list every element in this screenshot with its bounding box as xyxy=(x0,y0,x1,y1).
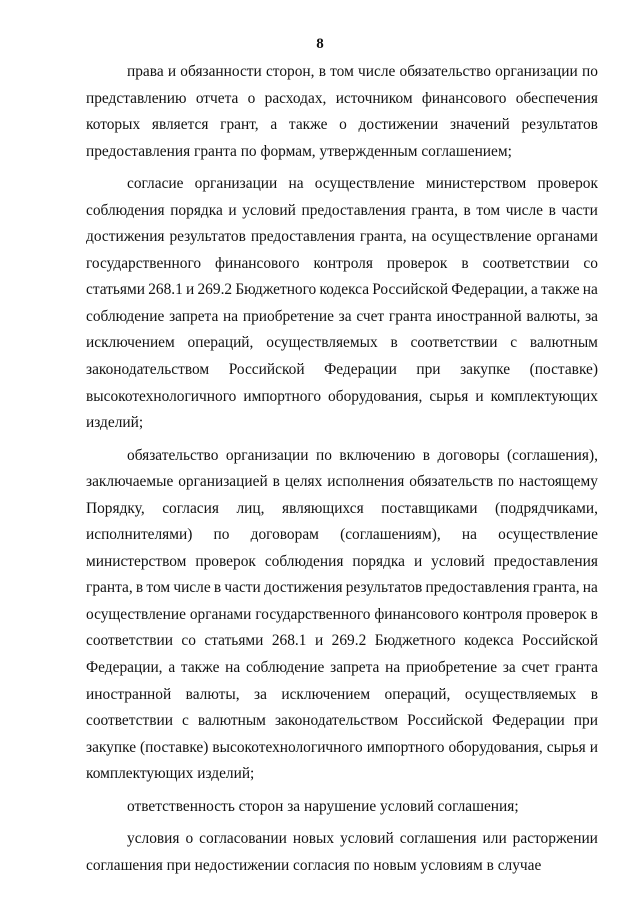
word: на xyxy=(225,659,241,677)
word: с xyxy=(510,334,518,352)
word: организации xyxy=(495,63,578,80)
word: Федерации, xyxy=(451,281,528,299)
word: (подрядчиками, xyxy=(495,499,598,517)
word: в xyxy=(548,201,556,219)
text-line xyxy=(86,443,598,470)
word: за xyxy=(585,307,598,325)
word: числе xyxy=(173,579,211,597)
paragraph xyxy=(86,171,598,436)
word: импортного xyxy=(366,738,445,756)
word: приобретение xyxy=(242,307,334,325)
text-line xyxy=(86,469,598,496)
word: в xyxy=(390,334,398,352)
word: обязательств xyxy=(409,473,494,491)
word: на xyxy=(411,228,427,246)
word: соответствии xyxy=(410,334,498,352)
word: финансового xyxy=(421,89,507,107)
word: настоящему xyxy=(518,473,598,491)
word: соответствии xyxy=(482,254,570,272)
word: согласовании xyxy=(199,830,287,848)
paragraph xyxy=(86,826,598,879)
word: 268.1 xyxy=(148,281,183,299)
word: проверок xyxy=(386,254,448,272)
word: условий xyxy=(431,552,485,570)
word: за xyxy=(502,659,516,677)
word: результатов xyxy=(521,116,598,134)
word: и xyxy=(413,552,423,570)
text-line xyxy=(86,384,598,411)
text-line xyxy=(86,549,598,576)
word: условий xyxy=(242,201,296,219)
word: гранта, xyxy=(532,579,580,597)
word: сырья xyxy=(429,387,469,405)
word: Российской xyxy=(407,712,484,730)
word: осуществление xyxy=(314,175,415,193)
text-line xyxy=(86,330,598,357)
word: иностранной xyxy=(436,307,522,325)
word: со xyxy=(583,254,598,272)
word: заключаемые xyxy=(86,473,174,491)
word: 269.2 xyxy=(331,632,367,650)
word: контроля xyxy=(462,605,523,623)
word: и xyxy=(589,738,598,756)
word: организации xyxy=(194,175,278,193)
word: также xyxy=(288,116,328,134)
word: проверок xyxy=(195,552,256,570)
word: отчета xyxy=(195,89,239,107)
word: представлению xyxy=(86,89,187,107)
word: в xyxy=(422,446,431,464)
word: при xyxy=(416,361,441,379)
word: законодательством xyxy=(86,361,210,379)
word: финансового xyxy=(215,254,300,272)
word: значений xyxy=(449,116,510,134)
word: (соглашения), xyxy=(507,446,598,464)
word: а xyxy=(168,659,176,677)
word: проверок xyxy=(526,605,587,623)
word: за xyxy=(254,685,267,703)
text-line xyxy=(86,682,598,709)
word: валюты, xyxy=(185,685,240,703)
word: гранта, xyxy=(411,201,458,219)
text-line xyxy=(86,655,598,682)
word: достижения xyxy=(86,228,165,246)
word: в xyxy=(318,63,326,80)
word: в xyxy=(213,579,222,597)
word: в xyxy=(590,605,598,623)
word: комплектующих xyxy=(490,387,598,405)
paragraph xyxy=(86,59,598,165)
word: 268.1 xyxy=(271,632,307,650)
word: соглашения xyxy=(399,830,477,848)
word: Федерации, xyxy=(86,659,163,677)
text-line xyxy=(86,198,598,225)
word: на xyxy=(461,526,477,544)
word: запрета xyxy=(330,659,380,677)
word: (соглашениям), xyxy=(340,526,441,544)
text-line xyxy=(86,522,598,549)
word: исполнения xyxy=(327,473,405,491)
word: исполнителями) xyxy=(86,526,193,544)
word: и xyxy=(228,201,237,219)
word: Федерации xyxy=(492,712,565,730)
text-line xyxy=(86,304,598,331)
word: с xyxy=(182,712,189,730)
word: согласие xyxy=(127,175,184,193)
word: приобретение xyxy=(405,659,498,677)
word: контроля xyxy=(313,254,373,272)
word: осуществляемых xyxy=(266,334,378,352)
word: части xyxy=(561,201,598,219)
word: министерством xyxy=(425,175,527,193)
text-line xyxy=(86,602,598,629)
word: расходах, xyxy=(264,89,327,107)
word: том xyxy=(476,201,501,219)
word: достижении xyxy=(358,116,439,134)
word: и xyxy=(314,632,324,650)
text-line xyxy=(86,277,598,304)
word: включению xyxy=(339,446,416,464)
text-line xyxy=(86,224,598,251)
word: по xyxy=(213,526,230,544)
word: предоставления xyxy=(301,201,406,219)
word: соблюдения xyxy=(264,552,344,570)
word: по xyxy=(581,63,598,80)
word: о xyxy=(247,89,256,107)
word: о xyxy=(339,116,347,134)
word: Российской xyxy=(522,632,598,650)
word: операций, xyxy=(384,685,451,703)
word: результатов xyxy=(345,579,423,597)
word: гранта xyxy=(555,659,598,677)
word: валютным xyxy=(529,334,598,352)
text-line xyxy=(86,826,598,853)
word: является xyxy=(151,116,209,134)
word: органами xyxy=(536,228,598,246)
word: соблюдение xyxy=(246,659,325,677)
word: Российской xyxy=(228,361,305,379)
word: источником xyxy=(335,89,413,107)
word: на xyxy=(223,307,239,325)
word: операций, xyxy=(187,334,254,352)
word: Российской xyxy=(372,281,449,299)
text-line: предоставления гранта по формам, утвержденным соглашением; xyxy=(86,142,512,160)
word: гранта xyxy=(388,307,432,325)
word: Бюджетного xyxy=(235,281,317,299)
word: поставщиками xyxy=(381,499,478,517)
word: о xyxy=(185,830,194,848)
word: новых xyxy=(292,830,335,848)
word: гранта, xyxy=(359,228,407,246)
word: соответствии xyxy=(86,712,173,730)
text-line xyxy=(86,357,598,384)
word: целях xyxy=(284,473,323,491)
word: соответствии xyxy=(86,632,173,650)
document-body xyxy=(86,59,598,879)
word: на xyxy=(288,175,304,193)
word: сырья xyxy=(546,738,586,756)
text-line xyxy=(86,575,598,602)
word: в xyxy=(463,201,471,219)
text-line: соглашения при недостижении согласия по новым условиям в случае xyxy=(86,856,542,874)
text-line xyxy=(86,708,598,735)
word: числе xyxy=(358,63,396,80)
word: обязанности xyxy=(180,63,262,80)
word: высокотехнологичного xyxy=(86,387,237,405)
word: части xyxy=(224,579,261,597)
word: (поставке) xyxy=(529,361,598,379)
word: счет xyxy=(521,659,550,677)
word: обеспечения xyxy=(515,89,598,107)
word: законодательством xyxy=(274,712,399,730)
word: числе xyxy=(505,201,544,219)
word: том xyxy=(146,579,171,597)
word: кодекса xyxy=(464,632,514,650)
word: в xyxy=(461,254,469,272)
word: запрета xyxy=(169,307,219,325)
word: финансового xyxy=(374,605,459,623)
word: оборудования, xyxy=(328,387,423,405)
text-line xyxy=(86,59,598,86)
word: и xyxy=(475,387,484,405)
word: по xyxy=(498,473,514,491)
word: а xyxy=(270,116,278,134)
word: исключением xyxy=(86,334,175,352)
word: (поставке) xyxy=(140,738,209,756)
text-line xyxy=(86,496,598,523)
word: проверок xyxy=(537,175,598,193)
word: валютным xyxy=(197,712,266,730)
word: закупке xyxy=(460,361,511,379)
word: том xyxy=(330,63,354,80)
word: за xyxy=(338,307,352,325)
word: которых xyxy=(86,116,141,134)
word: сторон, xyxy=(265,63,315,80)
word: организацией xyxy=(178,473,268,491)
word: в xyxy=(272,473,280,491)
word: оборудования, xyxy=(448,738,543,756)
word: договоры xyxy=(437,446,500,464)
word: в xyxy=(135,579,144,597)
word: предоставления xyxy=(425,579,530,597)
word: кодекса xyxy=(319,281,370,299)
word: министерством xyxy=(86,552,187,570)
word: Порядку, xyxy=(86,499,145,517)
word: в xyxy=(590,685,598,703)
word: государственного xyxy=(86,254,202,272)
text-line: комплектующих изделий; xyxy=(86,765,255,783)
word: лиц, xyxy=(236,499,265,517)
word: гранта, xyxy=(86,579,133,597)
word: также xyxy=(180,659,220,677)
word: исключением xyxy=(281,685,371,703)
word: порядка xyxy=(170,201,223,219)
word: а xyxy=(531,281,538,299)
page-number: 8 xyxy=(316,36,324,52)
word: организации xyxy=(225,446,309,464)
paragraph xyxy=(86,794,598,821)
word: являющихся xyxy=(282,499,364,517)
word: расторжении xyxy=(512,830,598,848)
word: по xyxy=(315,446,332,464)
word: условий xyxy=(340,830,394,848)
word: импортного xyxy=(243,387,322,405)
word: договорам xyxy=(250,526,319,544)
word: на xyxy=(582,579,598,597)
word: и xyxy=(186,281,195,299)
word: на xyxy=(582,281,598,299)
word: счет xyxy=(356,307,385,325)
word: государственного xyxy=(255,605,371,623)
word: осуществление xyxy=(86,605,186,623)
word: условия xyxy=(127,830,180,848)
word: согласия xyxy=(162,499,219,517)
word: Бюджетного xyxy=(374,632,456,650)
text-line xyxy=(86,735,598,762)
text-line: изделий; xyxy=(86,414,144,432)
text-line xyxy=(86,251,598,278)
text-line xyxy=(86,628,598,655)
text-line xyxy=(86,171,598,198)
paragraph xyxy=(86,443,598,788)
word: также xyxy=(541,281,580,299)
word: при xyxy=(573,712,598,730)
word: высокотехнологичного xyxy=(212,738,363,756)
word: обязательство xyxy=(127,446,219,464)
word: статьями xyxy=(204,632,264,650)
word: достижения xyxy=(264,579,343,597)
word: соблюдения xyxy=(86,201,165,219)
word: обязательство xyxy=(399,63,491,80)
word: соблюдение xyxy=(86,307,165,325)
word: и xyxy=(167,63,177,80)
text-line: ответственность сторон за нарушение условий соглашения; xyxy=(127,797,519,815)
word: со xyxy=(181,632,196,650)
word: органами xyxy=(189,605,252,623)
word: грант, xyxy=(220,116,259,134)
word: предоставления xyxy=(250,228,355,246)
word: 269.2 xyxy=(197,281,233,299)
word: на xyxy=(385,659,401,677)
word: результатов xyxy=(169,228,246,246)
text-line xyxy=(86,112,598,139)
word: статьями xyxy=(86,281,145,299)
word: права xyxy=(127,63,164,80)
word: иностранной xyxy=(86,685,172,703)
word: Федерации xyxy=(324,361,397,379)
word: осуществляемых xyxy=(464,685,577,703)
word: осуществление xyxy=(498,526,598,544)
word: осуществление xyxy=(431,228,532,246)
word: валюты, xyxy=(526,307,581,325)
word: предоставления xyxy=(493,552,598,570)
word: порядка xyxy=(352,552,405,570)
word: закупке xyxy=(86,738,137,756)
word: или xyxy=(482,830,507,848)
text-line xyxy=(86,86,598,113)
